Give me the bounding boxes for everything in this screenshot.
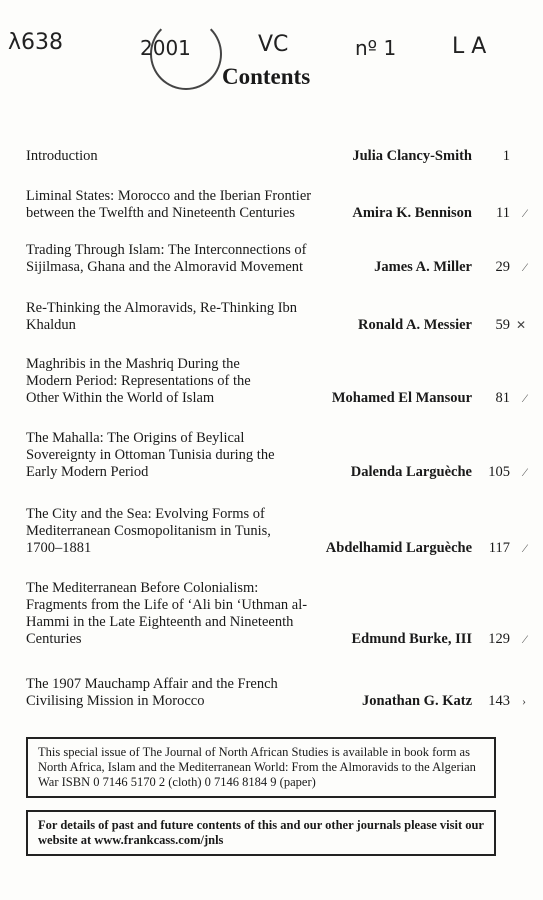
check-mark: › <box>522 694 526 708</box>
article-title: The 1907 Mauchamp Affair and the French Civilising Mission in Morocco <box>26 676 278 709</box>
check-mark: ⁄ <box>523 632 526 646</box>
handwritten-note: 2001 <box>140 36 191 60</box>
page-number: 59 <box>495 317 510 333</box>
toc-entry <box>26 242 526 276</box>
check-mark: ⁄ <box>523 465 526 479</box>
article-title: Maghribis in the Mashriq During the Modern Period: Representations of the Other Within the World of Islam <box>26 356 251 406</box>
toc-entry <box>26 300 526 334</box>
page-title: Contents <box>222 64 311 89</box>
article-author: Amira K. Bennison <box>352 205 472 221</box>
article-title: The City and the Sea: Evolving Forms of Mediterranean Cosmopolitanism in Tunis, 1700–1881 <box>26 506 271 556</box>
check-mark: ⁄ <box>523 391 526 405</box>
check-mark: ⁄ <box>523 541 526 555</box>
page-number: 129 <box>488 631 510 647</box>
article-author: Abdelhamid Larguèche <box>325 540 472 556</box>
article-author: James A. Miller <box>374 259 472 275</box>
article-title: The Mahalla: The Origins of Beylical Sovereignty in Ottoman Tunisia during the Early Modern Period <box>26 430 275 480</box>
article-title: Trading Through Islam: The Interconnections of Sijilmasa, Ghana and the Almoravid Movement <box>26 242 307 275</box>
toc-entry <box>26 356 526 407</box>
page-number: 117 <box>488 540 510 556</box>
article-author: Jonathan G. Katz <box>362 693 472 709</box>
article-title: The Mediterranean Before Colonialism: Fragments from the Life of ‘Ali bin ‘Uthman al-Hammi in the Late Eighteenth and Nineteenth Centuries <box>26 580 308 647</box>
toc-entry <box>26 676 526 710</box>
check-mark: ⁄ <box>523 206 526 220</box>
toc-entry <box>26 506 526 557</box>
page-number: 29 <box>495 259 510 275</box>
toc-entry <box>26 188 526 222</box>
handwritten-note: nº 1 <box>355 36 397 60</box>
check-mark: ⁄ <box>523 260 526 274</box>
handwritten-note: VC <box>258 32 289 57</box>
article-author: Ronald A. Messier <box>358 317 472 333</box>
article-author: Dalenda Larguèche <box>350 464 472 480</box>
article-author: Edmund Burke, III <box>351 631 472 647</box>
article-title: Re-Thinking the Almoravids, Re-Thinking Ibn Khaldun <box>26 300 298 333</box>
handwritten-note: L A <box>452 34 487 59</box>
book-availability-notice: This special issue of The Journal of North African Studies is available in book form as North Africa, Islam and the Mediterranean World: From the Almoravids to the Algerian War ISBN 0 7146 5170 2 (cloth) 0 7146 8184 9 (paper) <box>26 737 496 798</box>
toc-entry <box>26 148 526 165</box>
article-title: Introduction <box>26 148 98 164</box>
page-number: 1 <box>502 148 510 164</box>
website-notice: For details of past and future contents of this and our other journals please visit our website at www.frankcass.com/jnls <box>26 810 496 856</box>
article-title: Liminal States: Morocco and the Iberian Frontier between the Twelfth and Nineteenth Centuries <box>26 188 312 221</box>
article-author: Julia Clancy-Smith <box>352 148 472 164</box>
page-number: 11 <box>496 205 510 221</box>
article-author: Mohamed El Mansour <box>331 390 472 406</box>
page-number: 143 <box>488 693 510 709</box>
check-mark: ✕ <box>515 318 526 332</box>
toc-entry <box>26 580 526 648</box>
page-number: 81 <box>495 390 510 406</box>
handwritten-note: λ638 <box>8 30 64 55</box>
toc-entry <box>26 430 526 481</box>
page-number: 105 <box>488 464 510 480</box>
